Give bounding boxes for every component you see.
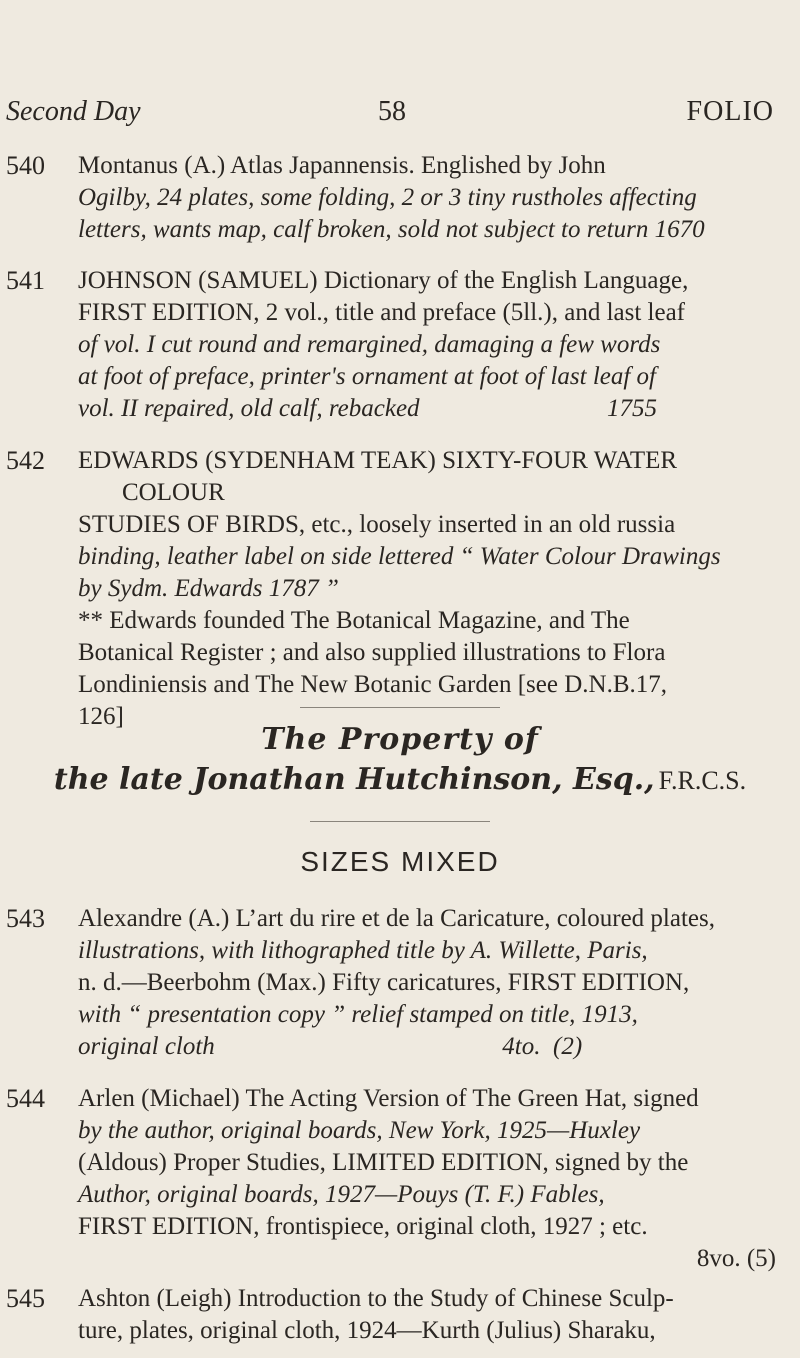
lot-line: by Sydm. Edwards 1787 ” xyxy=(78,575,339,602)
lot-line: JOHNSON (SAMUEL) Dictionary of the English Language, xyxy=(78,267,689,294)
lot-line: Ashton (Leigh) Introduction to the Study of Chinese Sculp- xyxy=(78,1285,674,1312)
page-header xyxy=(0,96,800,136)
format-label: FOLIO xyxy=(686,96,774,127)
lot-description xyxy=(78,903,776,1063)
lot-number: 541 xyxy=(6,266,45,295)
property-heading: The Property of xyxy=(261,722,539,757)
lot-number: 545 xyxy=(6,1284,45,1313)
lot-number: 540 xyxy=(6,151,45,180)
section-heading: SIZES MIXED xyxy=(300,846,500,877)
lot-line: letters, wants map, calf broken, sold not subject to return 1670 xyxy=(78,216,705,243)
lot-line: FIRST EDITION, 2 vol., title and preface (5ll.), and last leaf xyxy=(78,299,686,326)
lot-format: 8vo. (5) xyxy=(696,1245,776,1272)
lot-number: 544 xyxy=(6,1084,45,1113)
lot-line: Alexandre (A.) L’art du rire et de la Caricature, coloured plates, xyxy=(78,905,715,932)
lot-line: FIRST EDITION, frontispiece, original cloth, 1927 ; etc. xyxy=(78,1213,648,1240)
lot-line: Author, original boards, 1927—Pouys (T. F.) Fables, xyxy=(78,1181,605,1208)
lot-note-line: Botanical Register ; and also supplied illustrations to Flora xyxy=(78,639,666,666)
page-number: 58 xyxy=(378,96,406,127)
lot-description xyxy=(78,265,776,425)
lot-description xyxy=(78,445,776,733)
lot-line: of vol. I cut round and remargined, damaging a few words xyxy=(78,331,661,358)
lot-line: by the author, original boards, New York, 1925—Huxley xyxy=(78,1117,641,1144)
lot-description xyxy=(78,1283,776,1347)
divider-rule xyxy=(300,707,500,708)
lot-line: STUDIES OF BIRDS, etc., loosely inserted in an old russia xyxy=(78,511,676,538)
lot-line: EDWARDS (SYDENHAM TEAK) SIXTY-FOUR WATER COLOUR xyxy=(78,447,678,506)
day-label: Second Day xyxy=(6,96,141,127)
lot-line: vol. II repaired, old calf, rebacked 1755 xyxy=(78,395,658,422)
lot-line: illustrations, with lithographed title by A. Willette, Paris, xyxy=(78,937,648,964)
lot-line: ture, plates, original cloth, 1924—Kurth (Julius) Sharaku, xyxy=(78,1317,656,1344)
lot-line: Arlen (Michael) The Acting Version of The Green Hat, signed xyxy=(78,1085,699,1112)
lot-note-line: Londiniensis and The New Botanic Garden [see D.N.B.17, xyxy=(78,671,667,698)
lot-number: 543 xyxy=(6,904,45,933)
lot-line: with “ presentation copy ” relief stamped on title, 1913, xyxy=(78,1001,638,1028)
lot-line: Ogilby, 24 plates, some folding, 2 or 3 tiny rustholes affecting xyxy=(78,184,697,211)
lot-note-line: 126] xyxy=(78,703,124,730)
lot-number: 542 xyxy=(6,446,45,475)
lot-line: at foot of preface, printer's ornament at foot of last leaf of xyxy=(78,363,657,390)
lot-line: original cloth 4to. (2) xyxy=(78,1033,583,1060)
property-owner xyxy=(0,762,800,797)
lot-line: Montanus (A.) Atlas Japannensis. Englished by John xyxy=(78,152,606,179)
lot-line: binding, leather label on side lettered “ Water Colour Drawings xyxy=(78,543,721,570)
lot-description xyxy=(78,1083,776,1275)
lot-note-line: ** Edwards founded The Botanical Magazine, and The xyxy=(78,607,630,634)
lot-line: (Aldous) Proper Studies, LIMITED EDITION, signed by the xyxy=(78,1149,689,1176)
owner-title: F.R.C.S. xyxy=(658,766,747,795)
lot-description xyxy=(78,150,776,246)
lot-line: n. d.—Beerbohm (Max.) Fifty caricatures, FIRST EDITION, xyxy=(78,969,690,996)
divider-rule xyxy=(310,821,490,822)
owner-name: the late Jonathan Hutchinson, Esq., xyxy=(53,762,655,797)
